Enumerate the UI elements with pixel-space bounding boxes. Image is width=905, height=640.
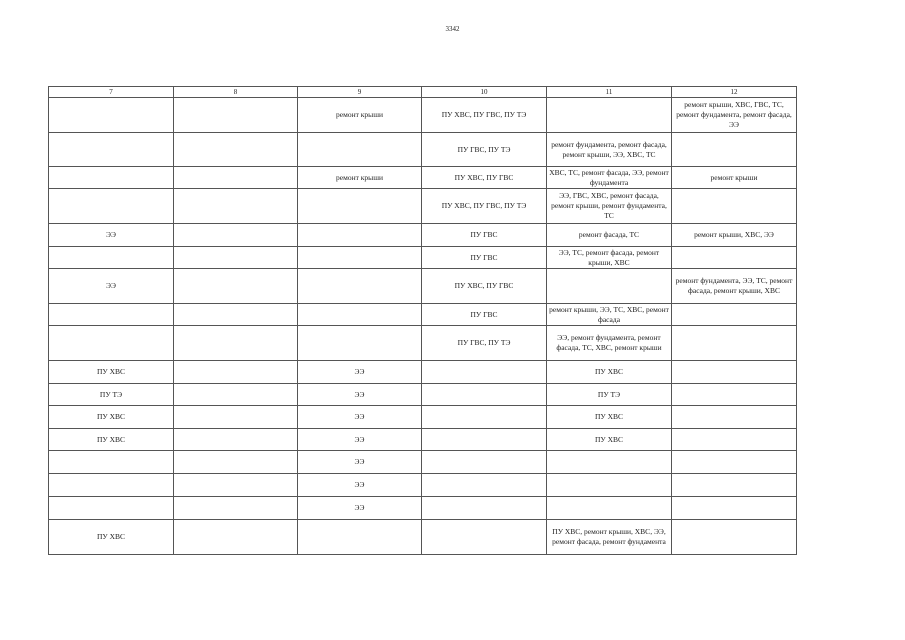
table-cell [174,406,298,429]
table-row [49,361,797,384]
table-cell [298,133,422,167]
table-cell: ПУ ХВС, ремонт крыши, ХВС, ЭЭ, ремонт фасада, ремонт фундамента [547,520,672,555]
table-cell [49,474,174,497]
table-cell: ремонт фасада, ТС [547,224,672,247]
table-cell [422,497,547,520]
table-cell [174,474,298,497]
table-cell: ЭЭ [298,384,422,406]
table-cell [49,167,174,189]
table-cell: ремонт фундамента, ремонт фасада, ремонт крыши, ЭЭ, ХВС, ТС [547,133,672,167]
table-cell [672,384,797,406]
table-cell [174,497,298,520]
table-cell [672,406,797,429]
table-cell: ЭЭ [49,269,174,304]
table-cell [672,189,797,224]
table-cell: ПУ ХВС [49,406,174,429]
table-cell: ПУ ХВС [49,520,174,555]
table-cell [174,224,298,247]
table-cell [422,474,547,497]
table-cell: ПУ ХВС [547,429,672,451]
table-row [49,497,797,520]
table-cell [49,189,174,224]
table-cell [174,98,298,133]
table-cell [49,133,174,167]
column-header: 11 [547,87,672,98]
table-cell [547,269,672,304]
table-cell [422,384,547,406]
table-cell [672,133,797,167]
table-cell: ЭЭ [298,497,422,520]
table-cell: ПУ ХВС, ПУ ГВС, ПУ ТЭ [422,98,547,133]
table-cell: ПУ ТЭ [49,384,174,406]
table-cell [422,451,547,474]
table-cell: ПУ ХВС [547,361,672,384]
table-cell: ПУ ГВС [422,247,547,269]
table-cell: ремонт крыши, ХВС, ГВС, ТС, ремонт фундамента, ремонт фасада, ЭЭ [672,98,797,133]
table-cell: ПУ ГВС [422,224,547,247]
table-cell: ПУ ХВС [547,406,672,429]
table-cell: ЭЭ, ГВС, ХВС, ремонт фасада, ремонт крыши, ремонт фундамента, ТС [547,189,672,224]
table-cell [174,520,298,555]
table-cell [298,520,422,555]
table-cell [49,326,174,361]
header-row [49,87,797,98]
table-cell [49,247,174,269]
column-header: 7 [49,87,174,98]
table-row [49,247,797,269]
table-row [49,224,797,247]
table-cell: ЭЭ, ТС, ремонт фасада, ремонт крыши, ХВС [547,247,672,269]
table-cell [298,304,422,326]
table-cell [547,497,672,520]
table-cell: ЭЭ [298,406,422,429]
column-header: 9 [298,87,422,98]
table-row [49,406,797,429]
table-cell: ПУ ХВС, ПУ ГВС [422,167,547,189]
table-cell: ПУ ХВС, ПУ ГВС [422,269,547,304]
table-cell [672,304,797,326]
table-cell [174,451,298,474]
table-cell [547,451,672,474]
table-cell [298,224,422,247]
table-row [49,384,797,406]
table-row [49,304,797,326]
table-cell: ЭЭ [298,361,422,384]
table-row [49,429,797,451]
table-cell [174,361,298,384]
table-cell [672,497,797,520]
table-row [49,326,797,361]
table-cell [672,520,797,555]
table-cell [422,429,547,451]
table-cell [672,429,797,451]
table-cell [174,384,298,406]
table-cell [422,361,547,384]
table-cell [49,497,174,520]
table-cell [49,98,174,133]
table-cell [672,247,797,269]
table-cell [174,304,298,326]
table-cell: ПУ ГВС, ПУ ТЭ [422,326,547,361]
table-cell [298,189,422,224]
table-cell [174,269,298,304]
table-cell: ПУ ХВС [49,429,174,451]
table-cell [547,474,672,497]
table-cell: ПУ ХВС [49,361,174,384]
table-cell: ПУ ГВС, ПУ ТЭ [422,133,547,167]
table-cell [422,520,547,555]
table-row [49,269,797,304]
table-cell: ПУ ТЭ [547,384,672,406]
table-cell: ЭЭ [298,474,422,497]
table-cell [672,451,797,474]
table-cell: ремонт крыши [672,167,797,189]
table-cell [672,361,797,384]
table-cell [672,474,797,497]
table-cell [672,326,797,361]
table-cell [174,326,298,361]
column-header: 8 [174,87,298,98]
table-row [49,189,797,224]
main-table [48,86,797,555]
table-row [49,167,797,189]
table-cell [174,429,298,451]
table-cell [298,247,422,269]
table-cell: ПУ ГВС [422,304,547,326]
table-cell: ЭЭ [298,429,422,451]
table-row [49,98,797,133]
table-cell [174,133,298,167]
table-row [49,520,797,555]
page-number: 3342 [445,25,460,33]
table-cell: ПУ ХВС, ПУ ГВС, ПУ ТЭ [422,189,547,224]
table-row [49,133,797,167]
table-cell [422,406,547,429]
table-cell: ХВС, ТС, ремонт фасада, ЭЭ, ремонт фундамента [547,167,672,189]
table-cell: ремонт фундамента, ЭЭ, ТС, ремонт фасада, ремонт крыши, ХВС [672,269,797,304]
table-cell [174,247,298,269]
table-cell: ЭЭ, ремонт фундамента, ремонт фасада, ТС, ХВС, ремонт крыши [547,326,672,361]
table-cell [49,304,174,326]
table-cell [298,326,422,361]
column-header: 10 [422,87,547,98]
table-row [49,451,797,474]
table-cell: ремонт крыши [298,167,422,189]
table-cell: ЭЭ [298,451,422,474]
table-cell [49,451,174,474]
table-cell [174,189,298,224]
table-cell [298,269,422,304]
table-cell [547,98,672,133]
table-cell: ремонт крыши [298,98,422,133]
table-cell: ЭЭ [49,224,174,247]
table-cell [174,167,298,189]
column-header: 12 [672,87,797,98]
table-cell: ремонт крыши, ЭЭ, ТС, ХВС, ремонт фасада [547,304,672,326]
table-row [49,474,797,497]
table-cell: ремонт крыши, ХВС, ЭЭ [672,224,797,247]
